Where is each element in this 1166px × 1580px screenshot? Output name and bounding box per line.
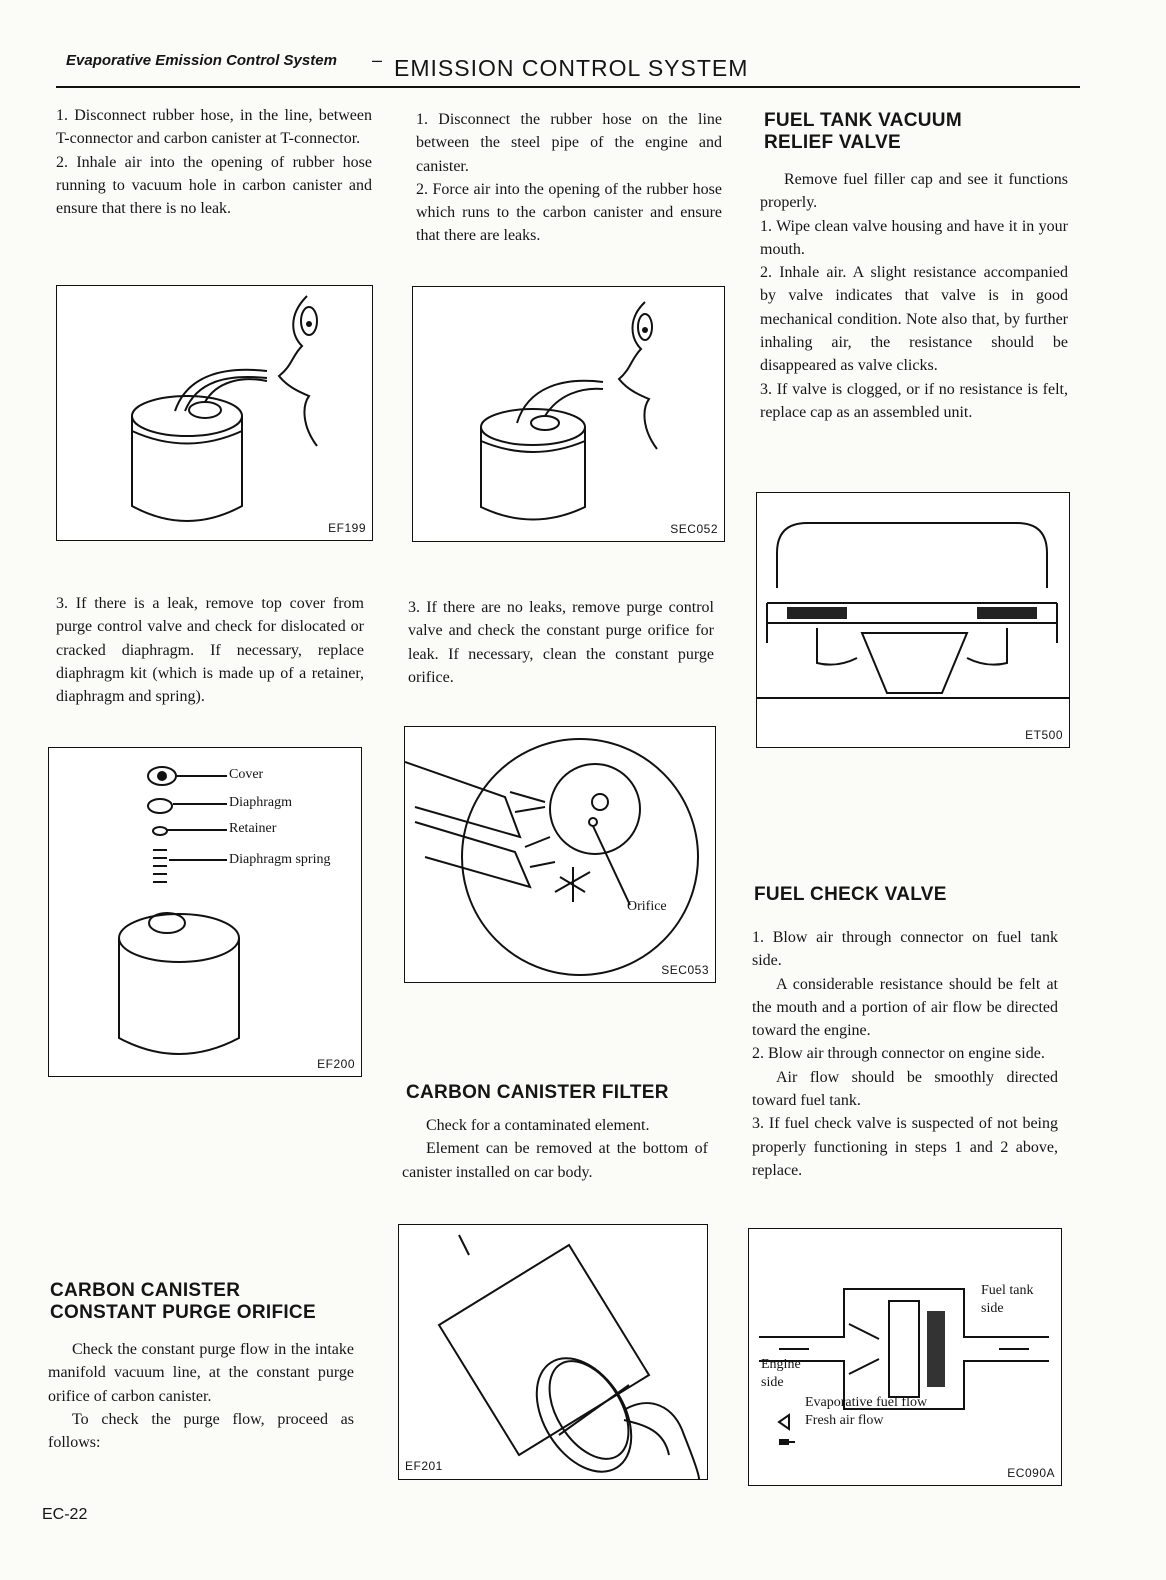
figure-sec052 bbox=[412, 286, 725, 542]
purge-orifice-illustration bbox=[405, 727, 715, 982]
header-rule bbox=[56, 86, 1080, 88]
label-retainer: Retainer bbox=[229, 821, 277, 836]
orifice-heading-line-1: CARBON CANISTER bbox=[50, 1280, 241, 1301]
label-cover: Cover bbox=[229, 767, 264, 782]
canister-inhale-illustration bbox=[57, 286, 372, 540]
col2-top-steps bbox=[416, 108, 722, 248]
legend-fresh-air-flow: Fresh air flow bbox=[805, 1413, 884, 1428]
vacuum-body bbox=[760, 168, 1068, 424]
orifice-body bbox=[48, 1338, 354, 1454]
check-step-2: 2. Blow air through connector on engine side. bbox=[752, 1045, 1045, 1063]
figure-code-ec090a: EC090A bbox=[1007, 1466, 1055, 1480]
figure-ec090a bbox=[748, 1228, 1062, 1486]
figure-code-sec053: SEC053 bbox=[661, 963, 709, 977]
label-diaphragm: Diaphragm bbox=[229, 795, 292, 810]
col1-step-1: 1. Disconnect rubber hose, in the line, between T-connector and carbon canister at T-connector. bbox=[56, 107, 372, 148]
filter-body bbox=[402, 1114, 708, 1184]
label-orifice: Orifice bbox=[627, 899, 667, 914]
vacuum-step-3: 3. If valve is clogged, or if no resistance is felt, replace cap as an assembled unit. bbox=[760, 380, 1068, 421]
vacuum-intro: Remove fuel filler cap and see it functions properly. bbox=[760, 171, 1068, 212]
header-separator: – bbox=[372, 50, 383, 70]
canister-filter-illustration bbox=[399, 1225, 707, 1479]
filter-para-1: Check for a contaminated element. bbox=[426, 1117, 650, 1134]
figure-code-et500: ET500 bbox=[1025, 728, 1063, 742]
check-note-1: A considerable resistance should be felt at the mouth and a portion of air flow be directed toward the engine. bbox=[752, 975, 1058, 1040]
orifice-para-1: Check the constant purge flow in the intake manifold vacuum line, at the constant purge orifice of carbon canister. bbox=[48, 1341, 354, 1405]
col1-step-3: 3. If there is a leak, remove top cover from purge control valve and check for dislocated or cracked diaphragm. If necessary, replace diaphragm kit (which is made up of a retainer, diaphragm and spring). bbox=[56, 595, 364, 706]
label-diaphragm-spring: Diaphragm spring bbox=[229, 852, 331, 867]
figure-code-ef201: EF201 bbox=[405, 1459, 443, 1473]
figure-code-ef200: EF200 bbox=[317, 1057, 355, 1071]
figure-ef200 bbox=[48, 747, 362, 1077]
label-engine: Engine bbox=[761, 1357, 801, 1372]
figure-sec053 bbox=[404, 726, 716, 983]
col2-step-1: 1. Disconnect the rubber hose on the line between the steel pipe of the engine and canister. bbox=[416, 111, 722, 175]
col2-step-2: 2. Force air into the opening of the rubber hose which runs to the carbon canister and ensure that there are leaks. bbox=[416, 180, 722, 245]
check-valve-heading: FUEL CHECK VALVE bbox=[754, 884, 947, 905]
label-fuel-tank: Fuel tank bbox=[981, 1283, 1034, 1298]
purge-valve-exploded-illustration bbox=[49, 748, 361, 1076]
filter-para-2: Element can be removed at the bottom of canister installed on car body. bbox=[402, 1140, 708, 1181]
filter-heading: CARBON CANISTER FILTER bbox=[406, 1082, 669, 1103]
orifice-heading-line-2: CONSTANT PURGE ORIFICE bbox=[50, 1302, 316, 1323]
label-engine-side: side bbox=[761, 1375, 784, 1390]
figure-ef199 bbox=[56, 285, 373, 541]
col1-top-steps bbox=[56, 104, 372, 220]
figure-code-sec052: SEC052 bbox=[670, 522, 718, 536]
figure-ef201 bbox=[398, 1224, 708, 1480]
canister-force-air-illustration bbox=[413, 287, 724, 541]
vacuum-step-2: 2. Inhale air. A slight resistance accompanied by valve indicates that valve is in good mechanical condition. Note also that, by further inhaling air, the resistance should be disappeared as valve clicks. bbox=[760, 264, 1068, 375]
check-valve-body bbox=[752, 926, 1058, 1182]
figure-et500 bbox=[756, 492, 1070, 748]
vacuum-heading-line-2: RELIEF VALVE bbox=[764, 132, 901, 153]
filler-cap-illustration bbox=[757, 493, 1069, 747]
check-step-1: 1. Blow air through connector on fuel tank side. bbox=[752, 929, 1058, 970]
orifice-para-2: To check the purge flow, proceed as follows: bbox=[48, 1410, 354, 1452]
chapter-title: EMISSION CONTROL SYSTEM bbox=[394, 55, 749, 81]
check-step-3: 3. If fuel check valve is suspected of not being properly functioning in steps 1 and 2 above, replace. bbox=[752, 1115, 1058, 1179]
vacuum-step-1: 1. Wipe clean valve housing and have it in your mouth. bbox=[760, 217, 1068, 258]
col1-step-2: 2. Inhale air into the opening of rubber hose running to vacuum hole in carbon canister and ensure that there is no leak. bbox=[56, 153, 372, 218]
check-note-2: Air flow should be smoothly directed toward fuel tank. bbox=[752, 1068, 1058, 1110]
col2-step-3: 3. If there are no leaks, remove purge control valve and check the constant purge orifice for leak. If necessary, clean the constant purge orifice. bbox=[408, 599, 714, 686]
vacuum-heading bbox=[764, 110, 962, 154]
label-fuel-tank-side: side bbox=[981, 1301, 1004, 1316]
section-title: Evaporative Emission Control System bbox=[66, 52, 337, 69]
page-number: EC-22 bbox=[42, 1506, 88, 1523]
orifice-heading bbox=[50, 1280, 316, 1324]
legend-evaporative-flow: Evaporative fuel flow bbox=[805, 1395, 928, 1410]
figure-code-ef199: EF199 bbox=[328, 521, 366, 535]
vacuum-heading-line-1: FUEL TANK VACUUM bbox=[764, 110, 962, 131]
